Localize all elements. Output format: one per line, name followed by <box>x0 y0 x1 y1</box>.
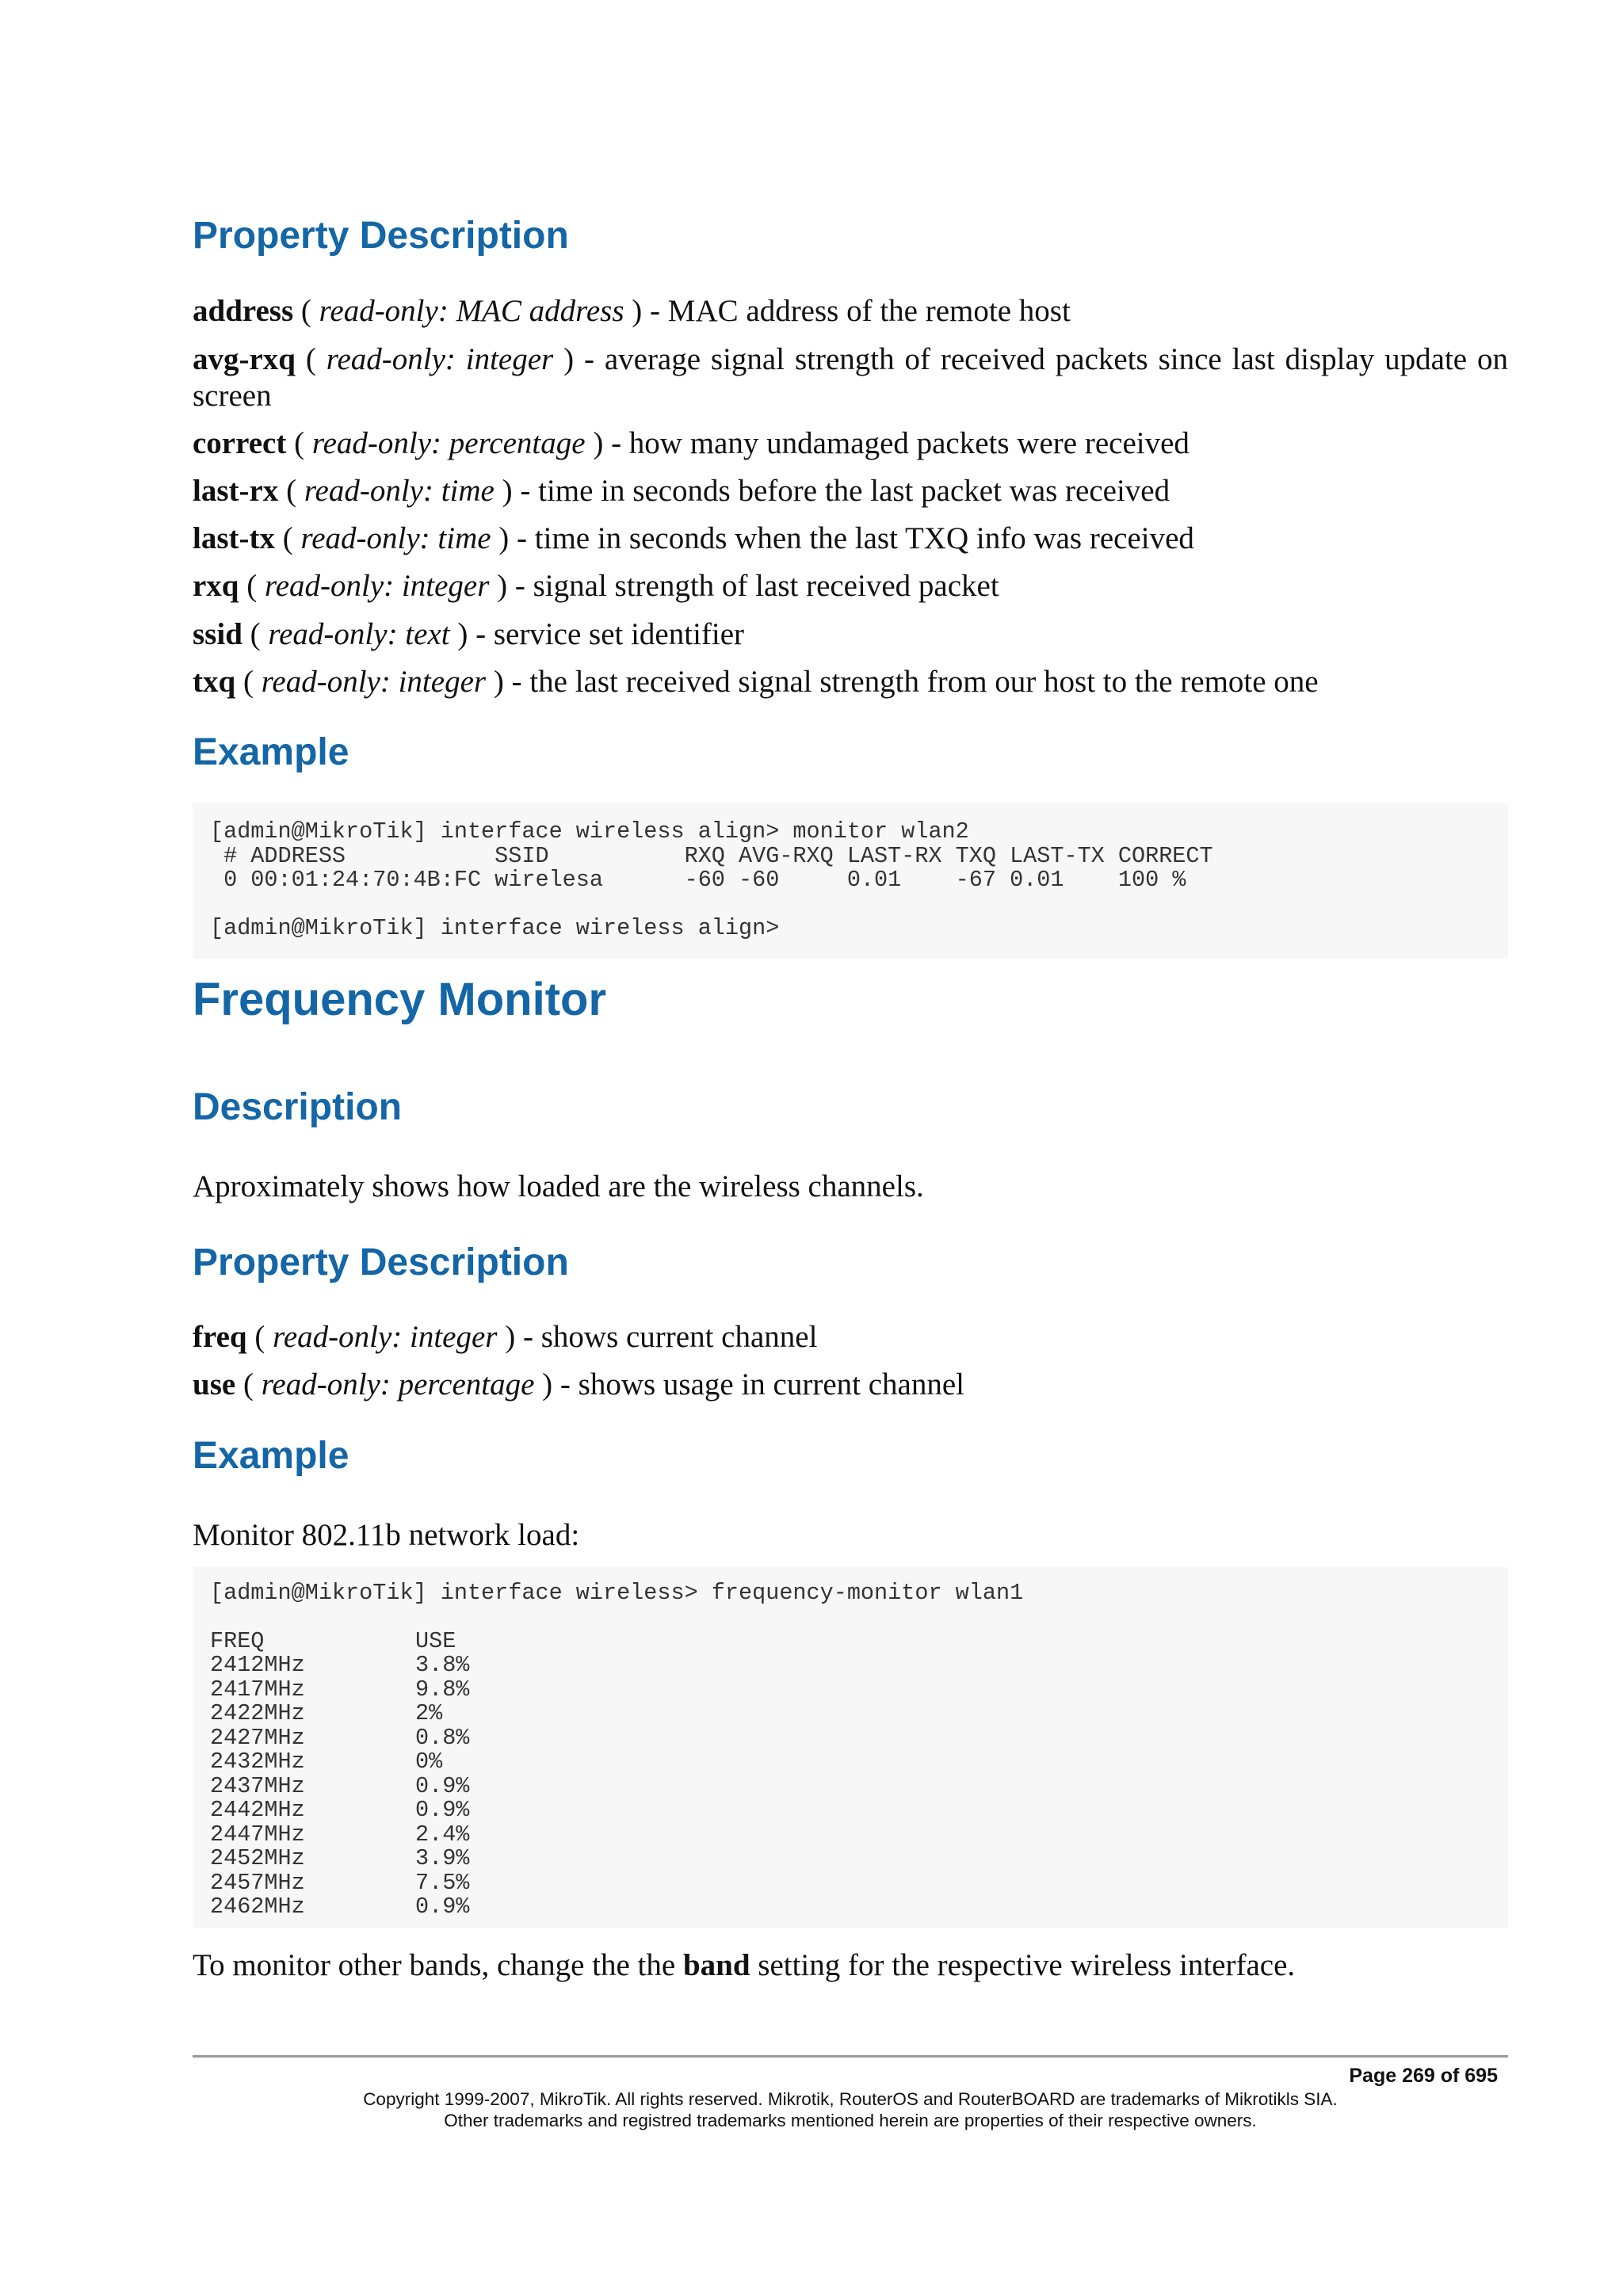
use-cell: 0% <box>415 1749 443 1775</box>
closing-text-before: To monitor other bands, change the the <box>193 1948 683 1982</box>
table-row <box>210 1750 1508 1775</box>
property-description: - shows usage in current channel <box>552 1367 964 1402</box>
description-text: Aproximately shows how loaded are the wireless channels. <box>193 1169 924 1203</box>
property-name: rxq <box>193 569 239 603</box>
table-row <box>210 1871 1508 1896</box>
page-number: Page 269 of 695 <box>1349 2065 1498 2087</box>
property-last-rx: last-rx ( read-only: time ) - time in seconds before the last packet was received <box>193 474 1170 508</box>
freq-cell: 2412MHz <box>210 1652 305 1678</box>
property-type: read-only: text <box>268 617 450 651</box>
freq-cell: 2442MHz <box>210 1797 305 1823</box>
use-cell: 2.4% <box>415 1821 470 1848</box>
table-row <box>210 1678 1508 1703</box>
property-name: last-rx <box>193 474 279 508</box>
use-cell: 2% <box>415 1700 443 1726</box>
property-type: read-only: integer <box>261 665 487 699</box>
property-type: read-only: integer <box>273 1320 498 1354</box>
property-type: read-only: MAC address <box>319 294 624 328</box>
property-type: read-only: percentage <box>311 426 586 460</box>
table-row <box>210 1702 1508 1726</box>
use-cell: 3.9% <box>415 1845 470 1871</box>
property-description: - shows current channel <box>515 1320 818 1354</box>
table-row <box>210 1823 1508 1848</box>
property-address: address ( read-only: MAC address ) - MAC address of the remote host <box>193 294 1071 328</box>
property-name: txq <box>193 665 236 699</box>
freq-cell: FREQ <box>210 1627 265 1654</box>
footer-divider <box>193 2055 1508 2058</box>
use-cell: 0.9% <box>415 1772 470 1799</box>
property-type: read-only: time <box>300 521 491 555</box>
freq-cell: 2447MHz <box>210 1821 305 1848</box>
section-heading-property-description-2: Property Description <box>193 1241 569 1283</box>
use-cell: 9.8% <box>415 1676 470 1703</box>
property-freq: freq ( read-only: integer ) - shows current channel <box>193 1320 818 1354</box>
freq-cell: 2457MHz <box>210 1869 305 1896</box>
freq-cell: 2452MHz <box>210 1845 305 1871</box>
table-row <box>210 1726 1508 1751</box>
freq-cell: 2432MHz <box>210 1749 305 1775</box>
section-heading-example: Example <box>193 731 349 773</box>
section-heading-property-description: Property Description <box>193 215 569 257</box>
freq-cell: 2437MHz <box>210 1772 305 1799</box>
code-block-align-monitor <box>193 803 1508 959</box>
property-name: freq <box>193 1320 247 1354</box>
use-cell: 0.9% <box>415 1894 470 1920</box>
property-avg-rxq: avg-rxq ( read-only: integer ) - average signal strength of received packets since last display update on screen <box>193 342 1508 413</box>
property-type: read-only: percentage <box>261 1367 535 1402</box>
property-name: ssid <box>193 617 242 651</box>
closing-text-after: setting for the respective wireless interface. <box>750 1948 1296 1982</box>
copyright-line-1: Copyright 1999-2007, MikroTik. All rights reserved. Mikrotik, RouterOS and RouterBOARD are trademarks of Mikrotikls SIA. <box>363 2089 1338 2109</box>
property-description: - MAC address of the remote host <box>642 294 1071 328</box>
property-description: - time in seconds when the last TXQ info was received <box>509 521 1194 555</box>
property-use: use ( read-only: percentage ) - shows usage in current channel <box>193 1367 964 1402</box>
table-row <box>210 1847 1508 1871</box>
section-heading-description: Description <box>193 1086 403 1128</box>
freq-cell: 2422MHz <box>210 1700 305 1726</box>
section-heading-example-2: Example <box>193 1435 349 1477</box>
code-text: [admin@MikroTik] interface wireless align> monitor wlan2 # ADDRESS SSID RXQ AVG-RXQ LAST-RX TXQ LAST-TX CORRECT 0 00:01:24:70:4B:FC wirelesa -60 -60 0.01 -67 0.01 100 % [admin@MikroTik] interface wireless align> <box>210 818 1213 941</box>
property-last-tx: last-tx ( read-only: time ) - time in seconds when the last TXQ info was received <box>193 521 1194 555</box>
closing-keyword-band: band <box>682 1948 750 1982</box>
property-name: last-tx <box>193 521 275 555</box>
property-correct: correct ( read-only: percentage ) - how many undamaged packets were received <box>193 426 1190 460</box>
closing-text <box>193 1947 1295 1983</box>
frequency-table <box>193 1606 1508 1920</box>
property-type: read-only: integer <box>265 569 490 603</box>
use-cell: 3.8% <box>415 1652 470 1678</box>
monitor-intro-text: Monitor 802.11b network load: <box>193 1518 580 1552</box>
property-description: - time in seconds before the last packet was received <box>512 474 1170 508</box>
property-type: read-only: time <box>304 474 495 508</box>
table-row <box>210 1653 1508 1678</box>
code-block-frequency-monitor <box>193 1567 1508 1928</box>
use-cell: 7.5% <box>415 1869 470 1896</box>
freq-cell: 2462MHz <box>210 1894 305 1920</box>
property-txq: txq ( read-only: integer ) - the last received signal strength from our host to the remote one <box>193 665 1319 699</box>
property-description: - the last received signal strength from our host to the remote one <box>503 665 1319 699</box>
property-name: use <box>193 1367 236 1402</box>
property-description: - service set identifier <box>468 617 745 651</box>
freq-cell: 2417MHz <box>210 1676 305 1703</box>
table-row <box>210 1772 1508 1799</box>
use-cell: 0.9% <box>415 1797 470 1823</box>
property-rxq: rxq ( read-only: integer ) - signal strength of last received packet <box>193 569 999 603</box>
chapter-title-frequency-monitor: Frequency Monitor <box>193 974 607 1025</box>
property-type: read-only: integer <box>326 342 554 376</box>
table-row <box>210 1895 1508 1920</box>
frequency-table-header <box>210 1627 1508 1654</box>
table-row <box>210 1798 1508 1823</box>
use-cell: 0.8% <box>415 1724 470 1751</box>
freq-cell: 2427MHz <box>210 1724 305 1751</box>
property-name: correct <box>193 426 287 460</box>
property-description: - how many undamaged packets were received <box>603 426 1190 460</box>
property-description: - signal strength of last received packet <box>507 569 999 603</box>
property-name: avg-rxq <box>193 342 296 376</box>
copyright-line-2: Other trademarks and registred trademarks mentioned herein are properties of their respective owners. <box>444 2111 1257 2130</box>
use-cell: USE <box>415 1627 456 1654</box>
property-description: - average signal strength of received packets since last display update on screen <box>193 342 1508 413</box>
property-name: address <box>193 294 294 328</box>
property-ssid: ssid ( read-only: text ) - service set identifier <box>193 617 745 651</box>
code-command: [admin@MikroTik] interface wireless> frequency-monitor wlan1 <box>210 1580 1024 1606</box>
